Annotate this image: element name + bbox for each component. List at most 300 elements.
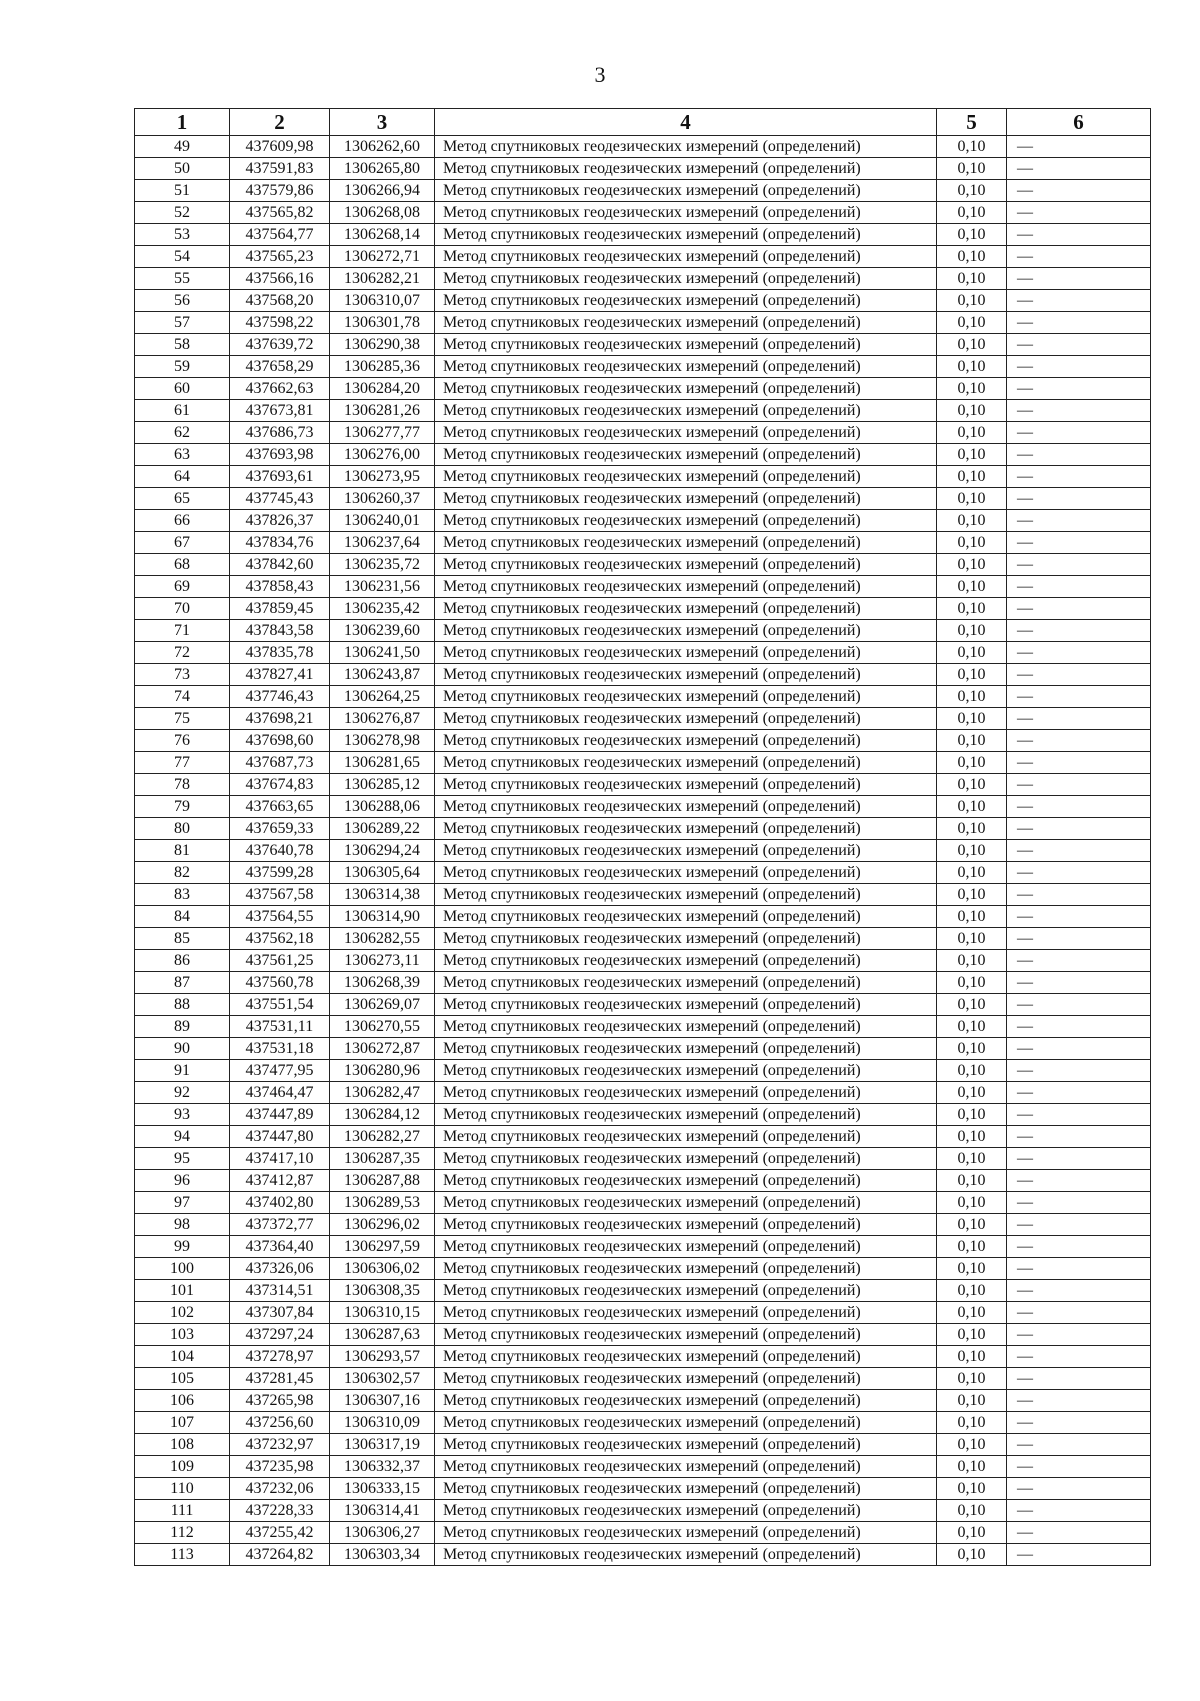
- point-number-cell: 93: [135, 1104, 230, 1126]
- table-row: [135, 576, 1151, 598]
- table-row: [135, 884, 1151, 906]
- x-coordinate-cell: 437264,82: [230, 1544, 330, 1566]
- point-number-cell: 50: [135, 158, 230, 180]
- table-row: [135, 774, 1151, 796]
- table-row: [135, 1016, 1151, 1038]
- x-coordinate-cell: 437686,73: [230, 422, 330, 444]
- x-coordinate-cell: 437579,86: [230, 180, 330, 202]
- x-coordinate-cell: 437232,06: [230, 1478, 330, 1500]
- y-coordinate-cell: 1306289,22: [330, 818, 435, 840]
- x-coordinate-cell: 437561,25: [230, 950, 330, 972]
- point-number-cell: 78: [135, 774, 230, 796]
- point-number-cell: 103: [135, 1324, 230, 1346]
- point-number-cell: 62: [135, 422, 230, 444]
- y-coordinate-cell: 1306287,63: [330, 1324, 435, 1346]
- point-number-cell: 113: [135, 1544, 230, 1566]
- x-coordinate-cell: 437256,60: [230, 1412, 330, 1434]
- table-row: [135, 950, 1151, 972]
- note-cell: —: [1007, 1544, 1151, 1566]
- note-cell: —: [1007, 136, 1151, 158]
- accuracy-cell: 0,10: [937, 554, 1007, 576]
- note-cell: —: [1007, 1016, 1151, 1038]
- method-cell: Метод спутниковых геодезических измерений (определений): [435, 708, 937, 730]
- note-cell: —: [1007, 532, 1151, 554]
- note-cell: —: [1007, 950, 1151, 972]
- point-number-cell: 58: [135, 334, 230, 356]
- point-number-cell: 107: [135, 1412, 230, 1434]
- table-row: [135, 1368, 1151, 1390]
- table-row: [135, 1126, 1151, 1148]
- x-coordinate-cell: 437746,43: [230, 686, 330, 708]
- point-number-cell: 76: [135, 730, 230, 752]
- accuracy-cell: 0,10: [937, 510, 1007, 532]
- point-number-cell: 98: [135, 1214, 230, 1236]
- point-number-cell: 83: [135, 884, 230, 906]
- y-coordinate-cell: 1306281,65: [330, 752, 435, 774]
- x-coordinate-cell: 437564,55: [230, 906, 330, 928]
- accuracy-cell: 0,10: [937, 268, 1007, 290]
- x-coordinate-cell: 437842,60: [230, 554, 330, 576]
- accuracy-cell: 0,10: [937, 444, 1007, 466]
- point-number-cell: 59: [135, 356, 230, 378]
- y-coordinate-cell: 1306266,94: [330, 180, 435, 202]
- x-coordinate-cell: 437551,54: [230, 994, 330, 1016]
- table-row: [135, 840, 1151, 862]
- note-cell: —: [1007, 1346, 1151, 1368]
- y-coordinate-cell: 1306282,21: [330, 268, 435, 290]
- y-coordinate-cell: 1306294,24: [330, 840, 435, 862]
- point-number-cell: 96: [135, 1170, 230, 1192]
- x-coordinate-cell: 437447,80: [230, 1126, 330, 1148]
- note-cell: —: [1007, 180, 1151, 202]
- method-cell: Метод спутниковых геодезических измерений (определений): [435, 1302, 937, 1324]
- point-number-cell: 64: [135, 466, 230, 488]
- x-coordinate-cell: 437326,06: [230, 1258, 330, 1280]
- accuracy-cell: 0,10: [937, 642, 1007, 664]
- point-number-cell: 66: [135, 510, 230, 532]
- method-cell: Метод спутниковых геодезических измерений (определений): [435, 1192, 937, 1214]
- note-cell: —: [1007, 510, 1151, 532]
- point-number-cell: 54: [135, 246, 230, 268]
- x-coordinate-cell: 437591,83: [230, 158, 330, 180]
- x-coordinate-cell: 437663,65: [230, 796, 330, 818]
- y-coordinate-cell: 1306260,37: [330, 488, 435, 510]
- accuracy-cell: 0,10: [937, 158, 1007, 180]
- method-cell: Метод спутниковых геодезических измерений (определений): [435, 730, 937, 752]
- table-row: [135, 1412, 1151, 1434]
- note-cell: —: [1007, 906, 1151, 928]
- table-row: [135, 334, 1151, 356]
- method-cell: Метод спутниковых геодезических измерений (определений): [435, 1104, 937, 1126]
- method-cell: Метод спутниковых геодезических измерений (определений): [435, 1016, 937, 1038]
- method-cell: Метод спутниковых геодезических измерений (определений): [435, 1456, 937, 1478]
- accuracy-cell: 0,10: [937, 1324, 1007, 1346]
- y-coordinate-cell: 1306235,42: [330, 598, 435, 620]
- accuracy-cell: 0,10: [937, 246, 1007, 268]
- table-row: [135, 1082, 1151, 1104]
- point-number-cell: 75: [135, 708, 230, 730]
- accuracy-cell: 0,10: [937, 1192, 1007, 1214]
- accuracy-cell: 0,10: [937, 1368, 1007, 1390]
- table-row: [135, 1346, 1151, 1368]
- method-cell: Метод спутниковых геодезических измерений (определений): [435, 1126, 937, 1148]
- y-coordinate-cell: 1306272,87: [330, 1038, 435, 1060]
- point-number-cell: 56: [135, 290, 230, 312]
- header-col-4: 4: [435, 109, 937, 136]
- point-number-cell: 68: [135, 554, 230, 576]
- method-cell: Метод спутниковых геодезических измерений (определений): [435, 510, 937, 532]
- accuracy-cell: 0,10: [937, 906, 1007, 928]
- y-coordinate-cell: 1306308,35: [330, 1280, 435, 1302]
- y-coordinate-cell: 1306268,39: [330, 972, 435, 994]
- point-number-cell: 63: [135, 444, 230, 466]
- y-coordinate-cell: 1306278,98: [330, 730, 435, 752]
- note-cell: —: [1007, 752, 1151, 774]
- point-number-cell: 89: [135, 1016, 230, 1038]
- point-number-cell: 111: [135, 1500, 230, 1522]
- table-row: [135, 488, 1151, 510]
- header-col-5: 5: [937, 109, 1007, 136]
- method-cell: Метод спутниковых геодезических измерений (определений): [435, 862, 937, 884]
- note-cell: —: [1007, 554, 1151, 576]
- method-cell: Метод спутниковых геодезических измерений (определений): [435, 532, 937, 554]
- x-coordinate-cell: 437609,98: [230, 136, 330, 158]
- method-cell: Метод спутниковых геодезических измерений (определений): [435, 928, 937, 950]
- y-coordinate-cell: 1306307,16: [330, 1390, 435, 1412]
- method-cell: Метод спутниковых геодезических измерений (определений): [435, 290, 937, 312]
- note-cell: —: [1007, 818, 1151, 840]
- point-number-cell: 71: [135, 620, 230, 642]
- table-row: [135, 1390, 1151, 1412]
- note-cell: —: [1007, 1038, 1151, 1060]
- accuracy-cell: 0,10: [937, 1126, 1007, 1148]
- note-cell: —: [1007, 1456, 1151, 1478]
- point-number-cell: 67: [135, 532, 230, 554]
- x-coordinate-cell: 437235,98: [230, 1456, 330, 1478]
- method-cell: Метод спутниковых геодезических измерений (определений): [435, 312, 937, 334]
- x-coordinate-cell: 437693,61: [230, 466, 330, 488]
- accuracy-cell: 0,10: [937, 972, 1007, 994]
- table-row: [135, 312, 1151, 334]
- note-cell: —: [1007, 356, 1151, 378]
- accuracy-cell: 0,10: [937, 312, 1007, 334]
- method-cell: Метод спутниковых геодезических измерений (определений): [435, 356, 937, 378]
- y-coordinate-cell: 1306293,57: [330, 1346, 435, 1368]
- y-coordinate-cell: 1306333,15: [330, 1478, 435, 1500]
- x-coordinate-cell: 437640,78: [230, 840, 330, 862]
- point-number-cell: 104: [135, 1346, 230, 1368]
- method-cell: Метод спутниковых геодезических измерений (определений): [435, 488, 937, 510]
- point-number-cell: 70: [135, 598, 230, 620]
- method-cell: Метод спутниковых геодезических измерений (определений): [435, 136, 937, 158]
- point-number-cell: 72: [135, 642, 230, 664]
- method-cell: Метод спутниковых геодезических измерений (определений): [435, 180, 937, 202]
- table-row: [135, 642, 1151, 664]
- table-row: [135, 1434, 1151, 1456]
- x-coordinate-cell: 437693,98: [230, 444, 330, 466]
- accuracy-cell: 0,10: [937, 202, 1007, 224]
- y-coordinate-cell: 1306268,08: [330, 202, 435, 224]
- note-cell: —: [1007, 598, 1151, 620]
- point-number-cell: 92: [135, 1082, 230, 1104]
- table-row: [135, 1258, 1151, 1280]
- point-number-cell: 84: [135, 906, 230, 928]
- note-cell: —: [1007, 1192, 1151, 1214]
- y-coordinate-cell: 1306282,55: [330, 928, 435, 950]
- accuracy-cell: 0,10: [937, 994, 1007, 1016]
- accuracy-cell: 0,10: [937, 180, 1007, 202]
- table-row: [135, 1236, 1151, 1258]
- coordinates-table: [134, 108, 1151, 1566]
- y-coordinate-cell: 1306265,80: [330, 158, 435, 180]
- x-coordinate-cell: 437265,98: [230, 1390, 330, 1412]
- point-number-cell: 91: [135, 1060, 230, 1082]
- method-cell: Метод спутниковых геодезических измерений (определений): [435, 994, 937, 1016]
- method-cell: Метод спутниковых геодезических измерений (определений): [435, 334, 937, 356]
- header-row: [135, 109, 1151, 136]
- note-cell: —: [1007, 1302, 1151, 1324]
- table-row: [135, 664, 1151, 686]
- point-number-cell: 82: [135, 862, 230, 884]
- table-row: [135, 532, 1151, 554]
- table-row: [135, 1324, 1151, 1346]
- method-cell: Метод спутниковых геодезических измерений (определений): [435, 1434, 937, 1456]
- note-cell: —: [1007, 642, 1151, 664]
- accuracy-cell: 0,10: [937, 1478, 1007, 1500]
- table-row: [135, 1192, 1151, 1214]
- table-row: [135, 730, 1151, 752]
- note-cell: —: [1007, 488, 1151, 510]
- accuracy-cell: 0,10: [937, 1148, 1007, 1170]
- point-number-cell: 95: [135, 1148, 230, 1170]
- y-coordinate-cell: 1306262,60: [330, 136, 435, 158]
- accuracy-cell: 0,10: [937, 1104, 1007, 1126]
- method-cell: Метод спутниковых геодезических измерений (определений): [435, 202, 937, 224]
- x-coordinate-cell: 437834,76: [230, 532, 330, 554]
- note-cell: —: [1007, 972, 1151, 994]
- table-row: [135, 1038, 1151, 1060]
- method-cell: Метод спутниковых геодезических измерений (определений): [435, 466, 937, 488]
- note-cell: —: [1007, 422, 1151, 444]
- x-coordinate-cell: 437835,78: [230, 642, 330, 664]
- header-col-1: 1: [135, 109, 230, 136]
- note-cell: —: [1007, 884, 1151, 906]
- point-number-cell: 109: [135, 1456, 230, 1478]
- method-cell: Метод спутниковых геодезических измерений (определений): [435, 444, 937, 466]
- point-number-cell: 73: [135, 664, 230, 686]
- accuracy-cell: 0,10: [937, 136, 1007, 158]
- x-coordinate-cell: 437639,72: [230, 334, 330, 356]
- note-cell: —: [1007, 1148, 1151, 1170]
- table-row: [135, 1060, 1151, 1082]
- y-coordinate-cell: 1306314,90: [330, 906, 435, 928]
- x-coordinate-cell: 437658,29: [230, 356, 330, 378]
- method-cell: Метод спутниковых геодезических измерений (определений): [435, 774, 937, 796]
- note-cell: —: [1007, 664, 1151, 686]
- x-coordinate-cell: 437364,40: [230, 1236, 330, 1258]
- method-cell: Метод спутниковых геодезических измерений (определений): [435, 1390, 937, 1412]
- note-cell: —: [1007, 1214, 1151, 1236]
- y-coordinate-cell: 1306296,02: [330, 1214, 435, 1236]
- point-number-cell: 81: [135, 840, 230, 862]
- accuracy-cell: 0,10: [937, 1258, 1007, 1280]
- method-cell: Метод спутниковых геодезических измерений (определений): [435, 224, 937, 246]
- x-coordinate-cell: 437674,83: [230, 774, 330, 796]
- x-coordinate-cell: 437599,28: [230, 862, 330, 884]
- note-cell: —: [1007, 1060, 1151, 1082]
- point-number-cell: 51: [135, 180, 230, 202]
- accuracy-cell: 0,10: [937, 1280, 1007, 1302]
- x-coordinate-cell: 437562,18: [230, 928, 330, 950]
- x-coordinate-cell: 437826,37: [230, 510, 330, 532]
- point-number-cell: 85: [135, 928, 230, 950]
- table-row: [135, 246, 1151, 268]
- x-coordinate-cell: 437372,77: [230, 1214, 330, 1236]
- point-number-cell: 108: [135, 1434, 230, 1456]
- accuracy-cell: 0,10: [937, 1346, 1007, 1368]
- note-cell: —: [1007, 862, 1151, 884]
- table-row: [135, 1500, 1151, 1522]
- note-cell: —: [1007, 928, 1151, 950]
- table-row: [135, 1214, 1151, 1236]
- y-coordinate-cell: 1306268,14: [330, 224, 435, 246]
- x-coordinate-cell: 437566,16: [230, 268, 330, 290]
- method-cell: Метод спутниковых геодезических измерений (определений): [435, 422, 937, 444]
- accuracy-cell: 0,10: [937, 1500, 1007, 1522]
- header-col-3: 3: [330, 109, 435, 136]
- x-coordinate-cell: 437278,97: [230, 1346, 330, 1368]
- accuracy-cell: 0,10: [937, 928, 1007, 950]
- y-coordinate-cell: 1306314,38: [330, 884, 435, 906]
- accuracy-cell: 0,10: [937, 1214, 1007, 1236]
- method-cell: Метод спутниковых геодезических измерений (определений): [435, 158, 937, 180]
- accuracy-cell: 0,10: [937, 1544, 1007, 1566]
- accuracy-cell: 0,10: [937, 1082, 1007, 1104]
- y-coordinate-cell: 1306303,34: [330, 1544, 435, 1566]
- table-row: [135, 1456, 1151, 1478]
- method-cell: Метод спутниковых геодезических измерений (определений): [435, 1060, 937, 1082]
- point-number-cell: 74: [135, 686, 230, 708]
- point-number-cell: 105: [135, 1368, 230, 1390]
- y-coordinate-cell: 1306289,53: [330, 1192, 435, 1214]
- x-coordinate-cell: 437412,87: [230, 1170, 330, 1192]
- x-coordinate-cell: 437402,80: [230, 1192, 330, 1214]
- method-cell: Метод спутниковых геодезических измерений (определений): [435, 752, 937, 774]
- accuracy-cell: 0,10: [937, 708, 1007, 730]
- table-row: [135, 1478, 1151, 1500]
- y-coordinate-cell: 1306310,07: [330, 290, 435, 312]
- table-row: [135, 1302, 1151, 1324]
- note-cell: —: [1007, 1412, 1151, 1434]
- note-cell: —: [1007, 774, 1151, 796]
- point-number-cell: 110: [135, 1478, 230, 1500]
- note-cell: —: [1007, 1500, 1151, 1522]
- accuracy-cell: 0,10: [937, 488, 1007, 510]
- accuracy-cell: 0,10: [937, 730, 1007, 752]
- table-row: [135, 1522, 1151, 1544]
- x-coordinate-cell: 437687,73: [230, 752, 330, 774]
- method-cell: Метод спутниковых геодезических измерений (определений): [435, 884, 937, 906]
- note-cell: —: [1007, 796, 1151, 818]
- method-cell: Метод спутниковых геодезических измерений (определений): [435, 950, 937, 972]
- point-number-cell: 90: [135, 1038, 230, 1060]
- accuracy-cell: 0,10: [937, 598, 1007, 620]
- y-coordinate-cell: 1306310,09: [330, 1412, 435, 1434]
- y-coordinate-cell: 1306240,01: [330, 510, 435, 532]
- note-cell: —: [1007, 1236, 1151, 1258]
- point-number-cell: 80: [135, 818, 230, 840]
- method-cell: Метод спутниковых геодезических измерений (определений): [435, 1412, 937, 1434]
- table-row: [135, 510, 1151, 532]
- table-row: [135, 994, 1151, 1016]
- note-cell: —: [1007, 1522, 1151, 1544]
- accuracy-cell: 0,10: [937, 1522, 1007, 1544]
- accuracy-cell: 0,10: [937, 400, 1007, 422]
- method-cell: Метод спутниковых геодезических измерений (определений): [435, 642, 937, 664]
- x-coordinate-cell: 437228,33: [230, 1500, 330, 1522]
- accuracy-cell: 0,10: [937, 378, 1007, 400]
- y-coordinate-cell: 1306276,87: [330, 708, 435, 730]
- method-cell: Метод спутниковых геодезических измерений (определений): [435, 1500, 937, 1522]
- y-coordinate-cell: 1306241,50: [330, 642, 435, 664]
- y-coordinate-cell: 1306272,71: [330, 246, 435, 268]
- method-cell: Метод спутниковых геодезических измерений (определений): [435, 818, 937, 840]
- accuracy-cell: 0,10: [937, 620, 1007, 642]
- method-cell: Метод спутниковых геодезических измерений (определений): [435, 1038, 937, 1060]
- x-coordinate-cell: 437417,10: [230, 1148, 330, 1170]
- note-cell: —: [1007, 686, 1151, 708]
- note-cell: —: [1007, 1368, 1151, 1390]
- table-row: [135, 466, 1151, 488]
- method-cell: Метод спутниковых геодезических измерений (определений): [435, 796, 937, 818]
- table-row: [135, 1544, 1151, 1566]
- accuracy-cell: 0,10: [937, 1390, 1007, 1412]
- accuracy-cell: 0,10: [937, 466, 1007, 488]
- point-number-cell: 99: [135, 1236, 230, 1258]
- accuracy-cell: 0,10: [937, 290, 1007, 312]
- method-cell: Метод спутниковых геодезических измерений (определений): [435, 554, 937, 576]
- method-cell: Метод спутниковых геодезических измерений (определений): [435, 1478, 937, 1500]
- method-cell: Метод спутниковых геодезических измерений (определений): [435, 1148, 937, 1170]
- note-cell: —: [1007, 576, 1151, 598]
- table-row: [135, 620, 1151, 642]
- method-cell: Метод спутниковых геодезических измерений (определений): [435, 400, 937, 422]
- note-cell: —: [1007, 290, 1151, 312]
- table-row: [135, 752, 1151, 774]
- x-coordinate-cell: 437598,22: [230, 312, 330, 334]
- accuracy-cell: 0,10: [937, 796, 1007, 818]
- point-number-cell: 61: [135, 400, 230, 422]
- x-coordinate-cell: 437314,51: [230, 1280, 330, 1302]
- accuracy-cell: 0,10: [937, 1302, 1007, 1324]
- method-cell: Метод спутниковых геодезических измерений (определений): [435, 378, 937, 400]
- x-coordinate-cell: 437232,97: [230, 1434, 330, 1456]
- y-coordinate-cell: 1306290,38: [330, 334, 435, 356]
- accuracy-cell: 0,10: [937, 818, 1007, 840]
- point-number-cell: 52: [135, 202, 230, 224]
- x-coordinate-cell: 437567,58: [230, 884, 330, 906]
- method-cell: Метод спутниковых геодезических измерений (определений): [435, 906, 937, 928]
- method-cell: Метод спутниковых геодезических измерений (определений): [435, 1324, 937, 1346]
- note-cell: —: [1007, 268, 1151, 290]
- accuracy-cell: 0,10: [937, 1170, 1007, 1192]
- x-coordinate-cell: 437827,41: [230, 664, 330, 686]
- y-coordinate-cell: 1306276,00: [330, 444, 435, 466]
- note-cell: —: [1007, 334, 1151, 356]
- x-coordinate-cell: 437281,45: [230, 1368, 330, 1390]
- x-coordinate-cell: 437698,21: [230, 708, 330, 730]
- page-number: 3: [594, 62, 606, 87]
